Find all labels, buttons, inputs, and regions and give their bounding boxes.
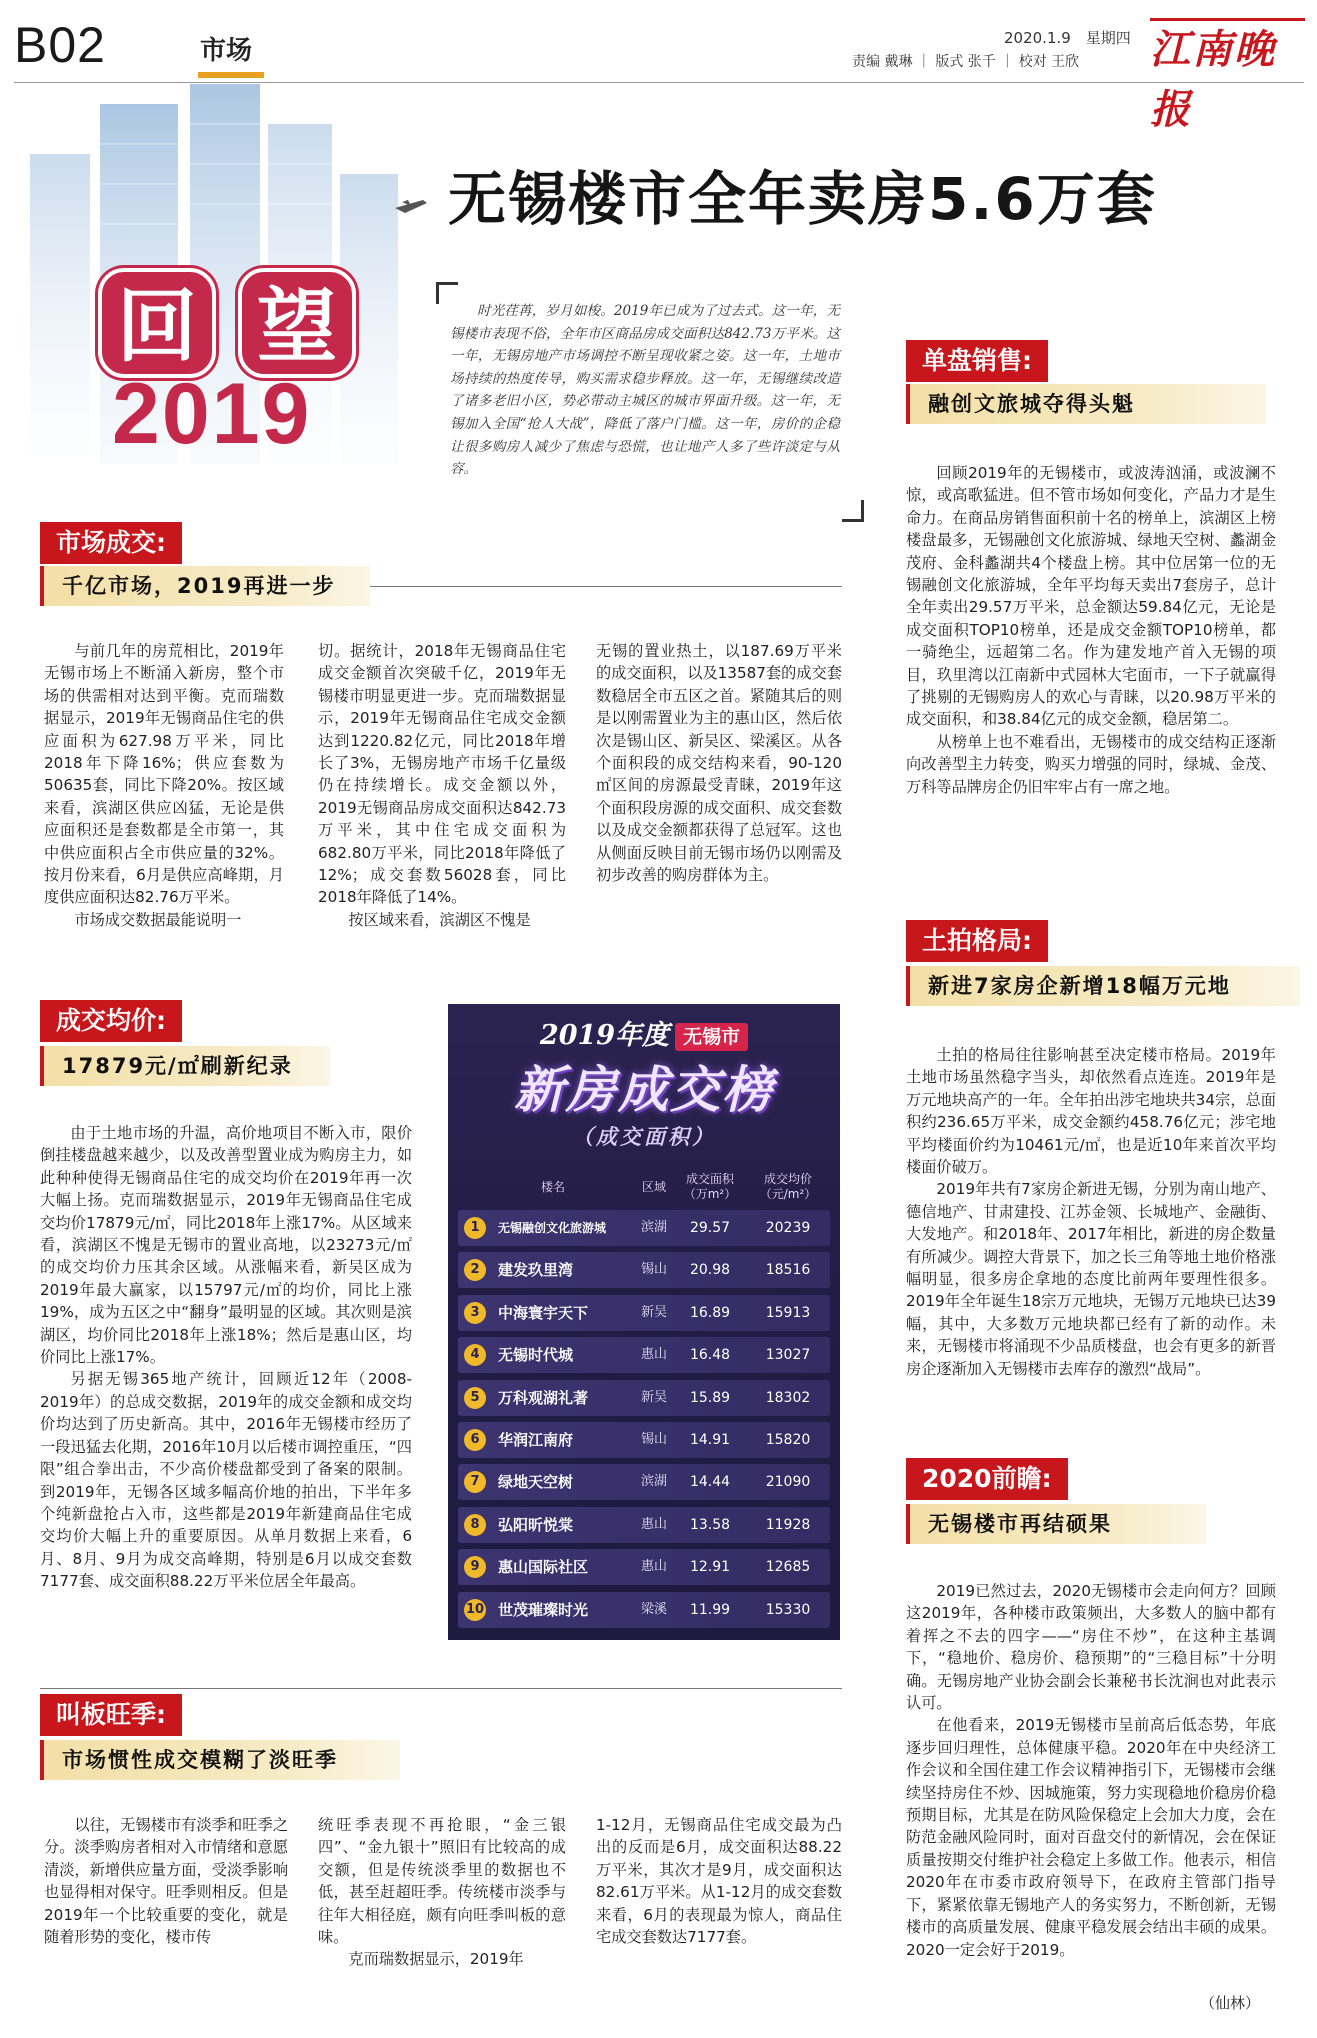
hero-char-wang: 望 [238, 268, 356, 378]
market-col1-para1: 与前几年的房荒相比，2019年无锡市场上不断涌入新房，整个市场的供需相对达到平衡。克而瑞数据显示，2019年无锡商品住宅的供应面积为627.98万平米，同比2018年下降16%；供应套数为50635套，同比下降20%。按区域来看，滨湖区供应凶猛，无论是供应面积还是套数都是全市第一，其中供应面积占全市供应量的32%。按月份来看，6月是供应高峰期，月度供应面积达82.76万平米。 [44, 642, 284, 907]
ranking-area-value: 20.98 [689, 1262, 731, 1279]
outlook-para1: 2019已然过去，2020无锡楼市会走向何方？回顾这2019年，各种楼市政策频出，大多数人的脑中都有着挥之不去的四字——“房住不炒”，在这种主基调下，“稳地价、稳房价、稳预期”的“三稳目标”十分明确。无锡房地产业协会副会长兼秘书长沈涧也对此表示认可。 [906, 1582, 1276, 1713]
price-para2: 另据无锡365地产统计，回顾近12年（2008-2019年）的总成交数据，2019年的成交金额和成交均价均达到了历史新高。其中，2016年无锡楼市经历了一段迅猛去化期，2016年10月以后楼市调控重压，“四限”组合拳出击，不少高价楼盘都受到了备案的限制。到2019年，无锡各区域多幅高价地的拍出，下半年多个纯新盘抢占入市，这些都是2019年新建商品住宅成交均价大幅上升的重要原因。从单月数据上来看，6月、8月、9月为成交高峰期，特别是6月以成交套数7177套、成交面积88.22万平米位居全年最高。 [40, 1370, 412, 1591]
ranking-rank-badge: 6 [464, 1429, 486, 1451]
ranking-project-name: 中海寰宇天下 [498, 1303, 589, 1322]
ranking-district: 梁溪 [640, 1601, 667, 1617]
ranking-price-value: 18516 [765, 1262, 811, 1279]
land-column [906, 1044, 1276, 1414]
editor-credits: 责编 戴琳 ｜ 版式 张千 ｜ 校对 王欣 [852, 54, 1080, 70]
ranking-rank-badge: 2 [464, 1259, 486, 1281]
ranking-row [458, 1422, 830, 1458]
ranking-district: 滨湖 [640, 1220, 667, 1235]
outlook-byline: （仙林） [1200, 1994, 1261, 2012]
ranking-area-value: 29.57 [689, 1220, 731, 1236]
market-col3-para1: 无锡的置业热土，以187.69万平米的成交面积，以及13587套的成交套数稳居全市五区之首。紧随其后的则是以刚需置业为主的惠山区，然后依次是锡山区、新吴区、梁溪区。从各个面积段的成交结构来看，90-120㎡区间的房源最受青睐，2019年这个面积段房源的成交面积、成交套数以及成交金额都获得了总冠军。这也从侧面反映目前无锡市场仍以刚需及初步改善的购房群体为主。 [596, 642, 842, 885]
masthead-logo: 江南晚报 [1150, 26, 1276, 133]
chart-city-badge: 无锡市 [675, 1023, 748, 1051]
ranking-row [458, 1252, 830, 1288]
single-column [906, 462, 1276, 886]
chart-title: 新房成交榜 [514, 1061, 774, 1119]
single-para1: 回顾2019年的无锡楼市，或波涛汹涌，或波澜不惊，或高歌猛进。但不管市场如何变化，产品力才是生命力。在商品房销售面积前十名的榜单上，滨湖区上榜楼盘最多，无锡融创文化旅游城、绿地天空树、蠡湖金茂府、金科蠡湖共4个楼盘上榜。其中位居第一位的无锡融创文化旅游城，全年平均每天卖出7套房子，总计全年卖出29.57万平米，总金额达59.84亿元，无论是成交面积TOP10榜单，还是成交金额TOP10榜单，都一骑绝尘，远超第二名。作为建发地产首入无锡的项目，玖里湾以江南新中式园林大宅面市，一下子就赢得了挑剔的无锡购房人的欢心与青睐，以20.98万平米的成交面积，和38.84亿元的成交金额，稳居第二。 [906, 464, 1276, 729]
ranking-project-name: 建发玖里湾 [498, 1261, 574, 1280]
price-para1: 由于土地市场的升温，高价地项目不断入市，限价倒挂楼盘越来越少，以及改善型置业成为购房主力，如此种种使得无锡商品住宅的成交均价在2019年再一次大幅上扬。克而瑞数据显示，2019年无锡商品住宅成交均价17879元/㎡，同比2018年上涨17%。从区域来看，滨湖区不愧是无锡市的置业高地，以23273元/㎡的成交均价力压其余区域。从涨幅来看，新吴区成为2019年最大赢家，以15797元/㎡的均价，同比上涨19%，成为五区之中“翻身”最明显的区域。其次则是滨湖区，均价同比2018年上涨18%；然后是惠山区，均价同比上涨17%。 [40, 1124, 412, 1367]
season-col1-para1: 以往，无锡楼市有淡季和旺季之分。淡季购房者相对入市情绪和意愿清淡，新增供应量方面，受淡季影响也显得相对保守。旺季则相反。但是2019年一个比较重要的变化，就是随着形势的变化，楼市传 [44, 1816, 288, 1947]
market-subtitle: 千亿市场，2019再进一步 [40, 566, 370, 606]
land-para2: 2019年共有7家房企新进无锡，分别为南山地产、德信地产、甘肃建投、江苏金领、长城地产、金融街、大发地产。和2018年、2017年相比，新进的房企数量有所减少。调控大背景下，加之长三角等地土地价格涨幅明显，很多房企拿地的态度比前两年要理性很多。2019年全年诞生18宗万元地块，无锡万元地块已达39幅，其中，大多数万元地块都已经有了新的动作。未来，无锡楼市将涌现不少品质楼盘，也会有更多的新晋房企逐渐加入无锡楼市去库存的激烈“战局”。 [906, 1180, 1276, 1378]
outlook-tag: 2020前瞻: [906, 1458, 1068, 1500]
ranking-rank-badge: 8 [464, 1514, 486, 1536]
market-column-3 [596, 640, 842, 960]
ranking-price-value: 15820 [765, 1432, 811, 1448]
outlook-subtitle: 无锡楼市再结硕果 [906, 1504, 1206, 1544]
ranking-rank-badge: 7 [464, 1471, 486, 1493]
ranking-price-value: 15913 [765, 1304, 811, 1321]
ranking-row [458, 1464, 830, 1500]
land-para1: 土拍的格局往往影响甚至决定楼市格局。2019年土地市场虽然稳字当头，却依然看点连连。2019年是万元地块高产的一年。全年拍出涉宅地块共34宗，总面积约236.65万平米，成交金额约458.76亿元；涉宅地平均楼面价约为10461元/㎡，也是近10年来首次平均楼面价破万。 [906, 1046, 1276, 1177]
market-column-1 [44, 640, 284, 960]
season-column-1 [44, 1814, 288, 1996]
headline: 无锡楼市全年卖房5.6万套 [448, 165, 1157, 233]
ranking-price-value: 13027 [765, 1347, 811, 1364]
ranking-area-value: 13.58 [689, 1516, 731, 1533]
single-subtitle: 融创文旅城夺得头魁 [906, 384, 1266, 424]
ranking-area-value: 12.91 [689, 1559, 731, 1576]
market-col2-para1: 切。据统计，2018年无锡商品住宅成交金额首次突破千亿，2019年无锡楼市明显更进一步。克而瑞数据显示，2019年无锡商品住宅成交金额达到1220.82亿元，同比2018年增长了3%，无锡房地产市场千亿量级仍在持续增长。成交金额以外，2019无锡商品房成交面积达842.73万平米，其中住宅成交面积为682.80万平米，同比2018年降低了12%；成交套数56028套，同比2018年降低了14%。 [318, 642, 566, 907]
ranking-project-name: 无锡融创文化旅游城 [498, 1221, 607, 1235]
season-rule [40, 1688, 842, 1689]
price-subtitle: 17879元/㎡刷新纪录 [40, 1046, 330, 1086]
chart-header-price: 成交均价 （元/m²） [759, 1172, 817, 1201]
section-underline [198, 72, 264, 78]
price-column [40, 1122, 412, 1656]
season-column-3 [596, 1814, 842, 1996]
chart-header-area: 成交面积 （万m²） [683, 1172, 737, 1201]
chart-year-label [448, 1018, 840, 1054]
ranking-project-name: 万科观湖礼著 [498, 1388, 589, 1407]
ranking-row [458, 1592, 830, 1628]
ranking-rank-badge: 5 [464, 1387, 486, 1409]
outlook-para2: 在他看来，2019无锡楼市呈前高后低态势，年底逐步回归理性，总体健康平稳。2020年在中央经济工作会议和全国住建工作会议精神指引下，无锡楼市会继续坚持房住不炒、因城施策，努力实现稳地价稳房价稳预期目标，尤其是在防风险保稳定上会加大力度，会在防范金融风险同时，面对百盘交付的新情况，会在保证质量按期交付维护社会稳定上多做工作。他表示，相信2020年在市委市政府领导下，在政府主管部门指导下，紧紧依靠无锡地产人的务实努力，不断创新，无锡楼市的高质量发展、健康平稳发展会结出丰硕的成果。2020一定会好于2019。 [906, 1716, 1276, 1959]
single-tag: 单盘销售: [906, 340, 1048, 382]
season-column-2 [318, 1814, 566, 1996]
ranking-row [458, 1295, 830, 1331]
chart-subtitle: （成交面积） [572, 1125, 716, 1149]
hero-char-hui: 回 [98, 268, 216, 378]
market-rule [370, 586, 842, 587]
ranking-row [458, 1210, 830, 1246]
ranking-area-value: 11.99 [689, 1601, 731, 1618]
ranking-row [458, 1549, 830, 1585]
ranking-row [458, 1337, 830, 1373]
ranking-area-value: 14.91 [689, 1432, 731, 1448]
ranking-district: 惠山 [640, 1347, 667, 1363]
chart-header-district: 区域 [641, 1180, 666, 1194]
chart-year-text: 2019年度 [539, 1020, 670, 1051]
ranking-district: 惠山 [640, 1559, 667, 1575]
ranking-price-value: 18302 [765, 1389, 811, 1406]
land-tag: 土拍格局: [906, 920, 1048, 962]
ranking-project-name: 绿地天空树 [498, 1473, 574, 1492]
ranking-row [458, 1507, 830, 1543]
ranking-area-value: 15.89 [689, 1389, 731, 1406]
market-col2-para2: 按区域来看，滨湖区不愧是 [348, 910, 531, 929]
market-tag: 市场成交: [40, 522, 182, 564]
market-column-2 [318, 640, 566, 960]
ranking-rank-badge: 9 [464, 1556, 486, 1578]
market-col1-para2: 市场成交数据最能说明一 [74, 910, 242, 929]
season-subtitle: 市场惯性成交模糊了淡旺季 [40, 1740, 400, 1780]
ranking-row [458, 1380, 830, 1416]
ranking-rank-badge: 4 [464, 1344, 486, 1366]
ranking-price-value: 21090 [765, 1474, 811, 1491]
intro-paragraph: 时光荏苒，岁月如梭。2019年已成为了过去式。这一年，无锡楼市表现不俗，全年市区商品房成交面积达842.73万平米。这一年，无锡房地产市场调控不断呈现收紧之姿。这一年，土地市场持续的热度传导，购买需求稳步释放。这一年，无锡继续改造了诸多老旧小区，势必带动主城区的城市界面升级。这一年，无锡加入全国“抢人大战”，降低了落户门槛。这一年，房价的企稳让很多购房人减少了焦虑与恐慌，也让地产人多了些许淡定与从容。 [450, 303, 840, 478]
section-name: 市场 [200, 36, 253, 66]
season-col3-para1: 1-12月，无锡商品住宅成交最为凸出的反而是6月，成交面积达88.22万平米，其次才是9月，成交面积达82.61万平米。从1-12月的成交套数来看，6月的表现最为惊人，商品住宅成交套数达7177套。 [596, 1816, 842, 1947]
page-number: B02 [14, 17, 106, 73]
ranking-district: 新吴 [640, 1304, 667, 1320]
chart-header-name: 楼名 [540, 1180, 565, 1194]
ranking-area-value: 16.89 [689, 1304, 731, 1321]
ranking-rank-badge: 1 [464, 1217, 486, 1239]
ranking-project-name: 无锡时代城 [498, 1346, 574, 1365]
ranking-chart [448, 1004, 840, 1640]
ranking-area-value: 16.48 [689, 1347, 731, 1364]
ranking-rank-badge: 10 [464, 1599, 486, 1621]
land-subtitle: 新进7家房企新增18幅万元地 [906, 966, 1300, 1006]
issue-date: 2020.1.9 星期四 [1004, 29, 1131, 47]
ranking-district: 滨湖 [640, 1474, 667, 1490]
ranking-project-name: 弘阳昕悦棠 [498, 1515, 574, 1534]
ranking-district: 锡山 [640, 1432, 667, 1447]
ranking-district: 新吴 [640, 1389, 667, 1405]
season-col2-para2: 克而瑞数据显示，2019年 [348, 1950, 524, 1969]
ranking-price-value: 12685 [765, 1559, 811, 1576]
intro-bracket-bottom [842, 500, 864, 522]
outlook-column [906, 1580, 1276, 1994]
ranking-project-name: 华润江南府 [498, 1431, 574, 1449]
ranking-project-name: 世茂璀璨时光 [498, 1600, 589, 1619]
season-col2-para1: 统旺季表现不再抢眼，“金三银四”、“金九银十”照旧有比较高的成交额，但是传统淡季里的数据也不低，甚至赶超旺季。传统楼市淡季与往年大相径庭，颇有向旺季叫板的意味。 [318, 1816, 566, 1947]
season-tag: 叫板旺季: [40, 1694, 182, 1736]
ranking-price-value: 20239 [765, 1220, 811, 1236]
price-tag: 成交均价: [40, 1000, 182, 1042]
ranking-price-value: 15330 [765, 1601, 811, 1618]
ranking-district: 惠山 [640, 1516, 667, 1532]
header-rule [14, 82, 1304, 83]
ranking-rank-badge: 3 [464, 1302, 486, 1324]
ranking-price-value: 11928 [765, 1516, 811, 1533]
ranking-project-name: 惠山国际社区 [498, 1558, 589, 1577]
ranking-district: 锡山 [640, 1262, 667, 1278]
hero-year: 2019 [112, 366, 312, 462]
ranking-area-value: 14.44 [689, 1474, 731, 1491]
single-para2: 从榜单上也不难看出，无锡楼市的成交结构正逐渐向改善型主力转变，购买力增强的同时，绿城、金茂、万科等品牌房企仍旧牢牢占有一席之地。 [906, 732, 1276, 796]
